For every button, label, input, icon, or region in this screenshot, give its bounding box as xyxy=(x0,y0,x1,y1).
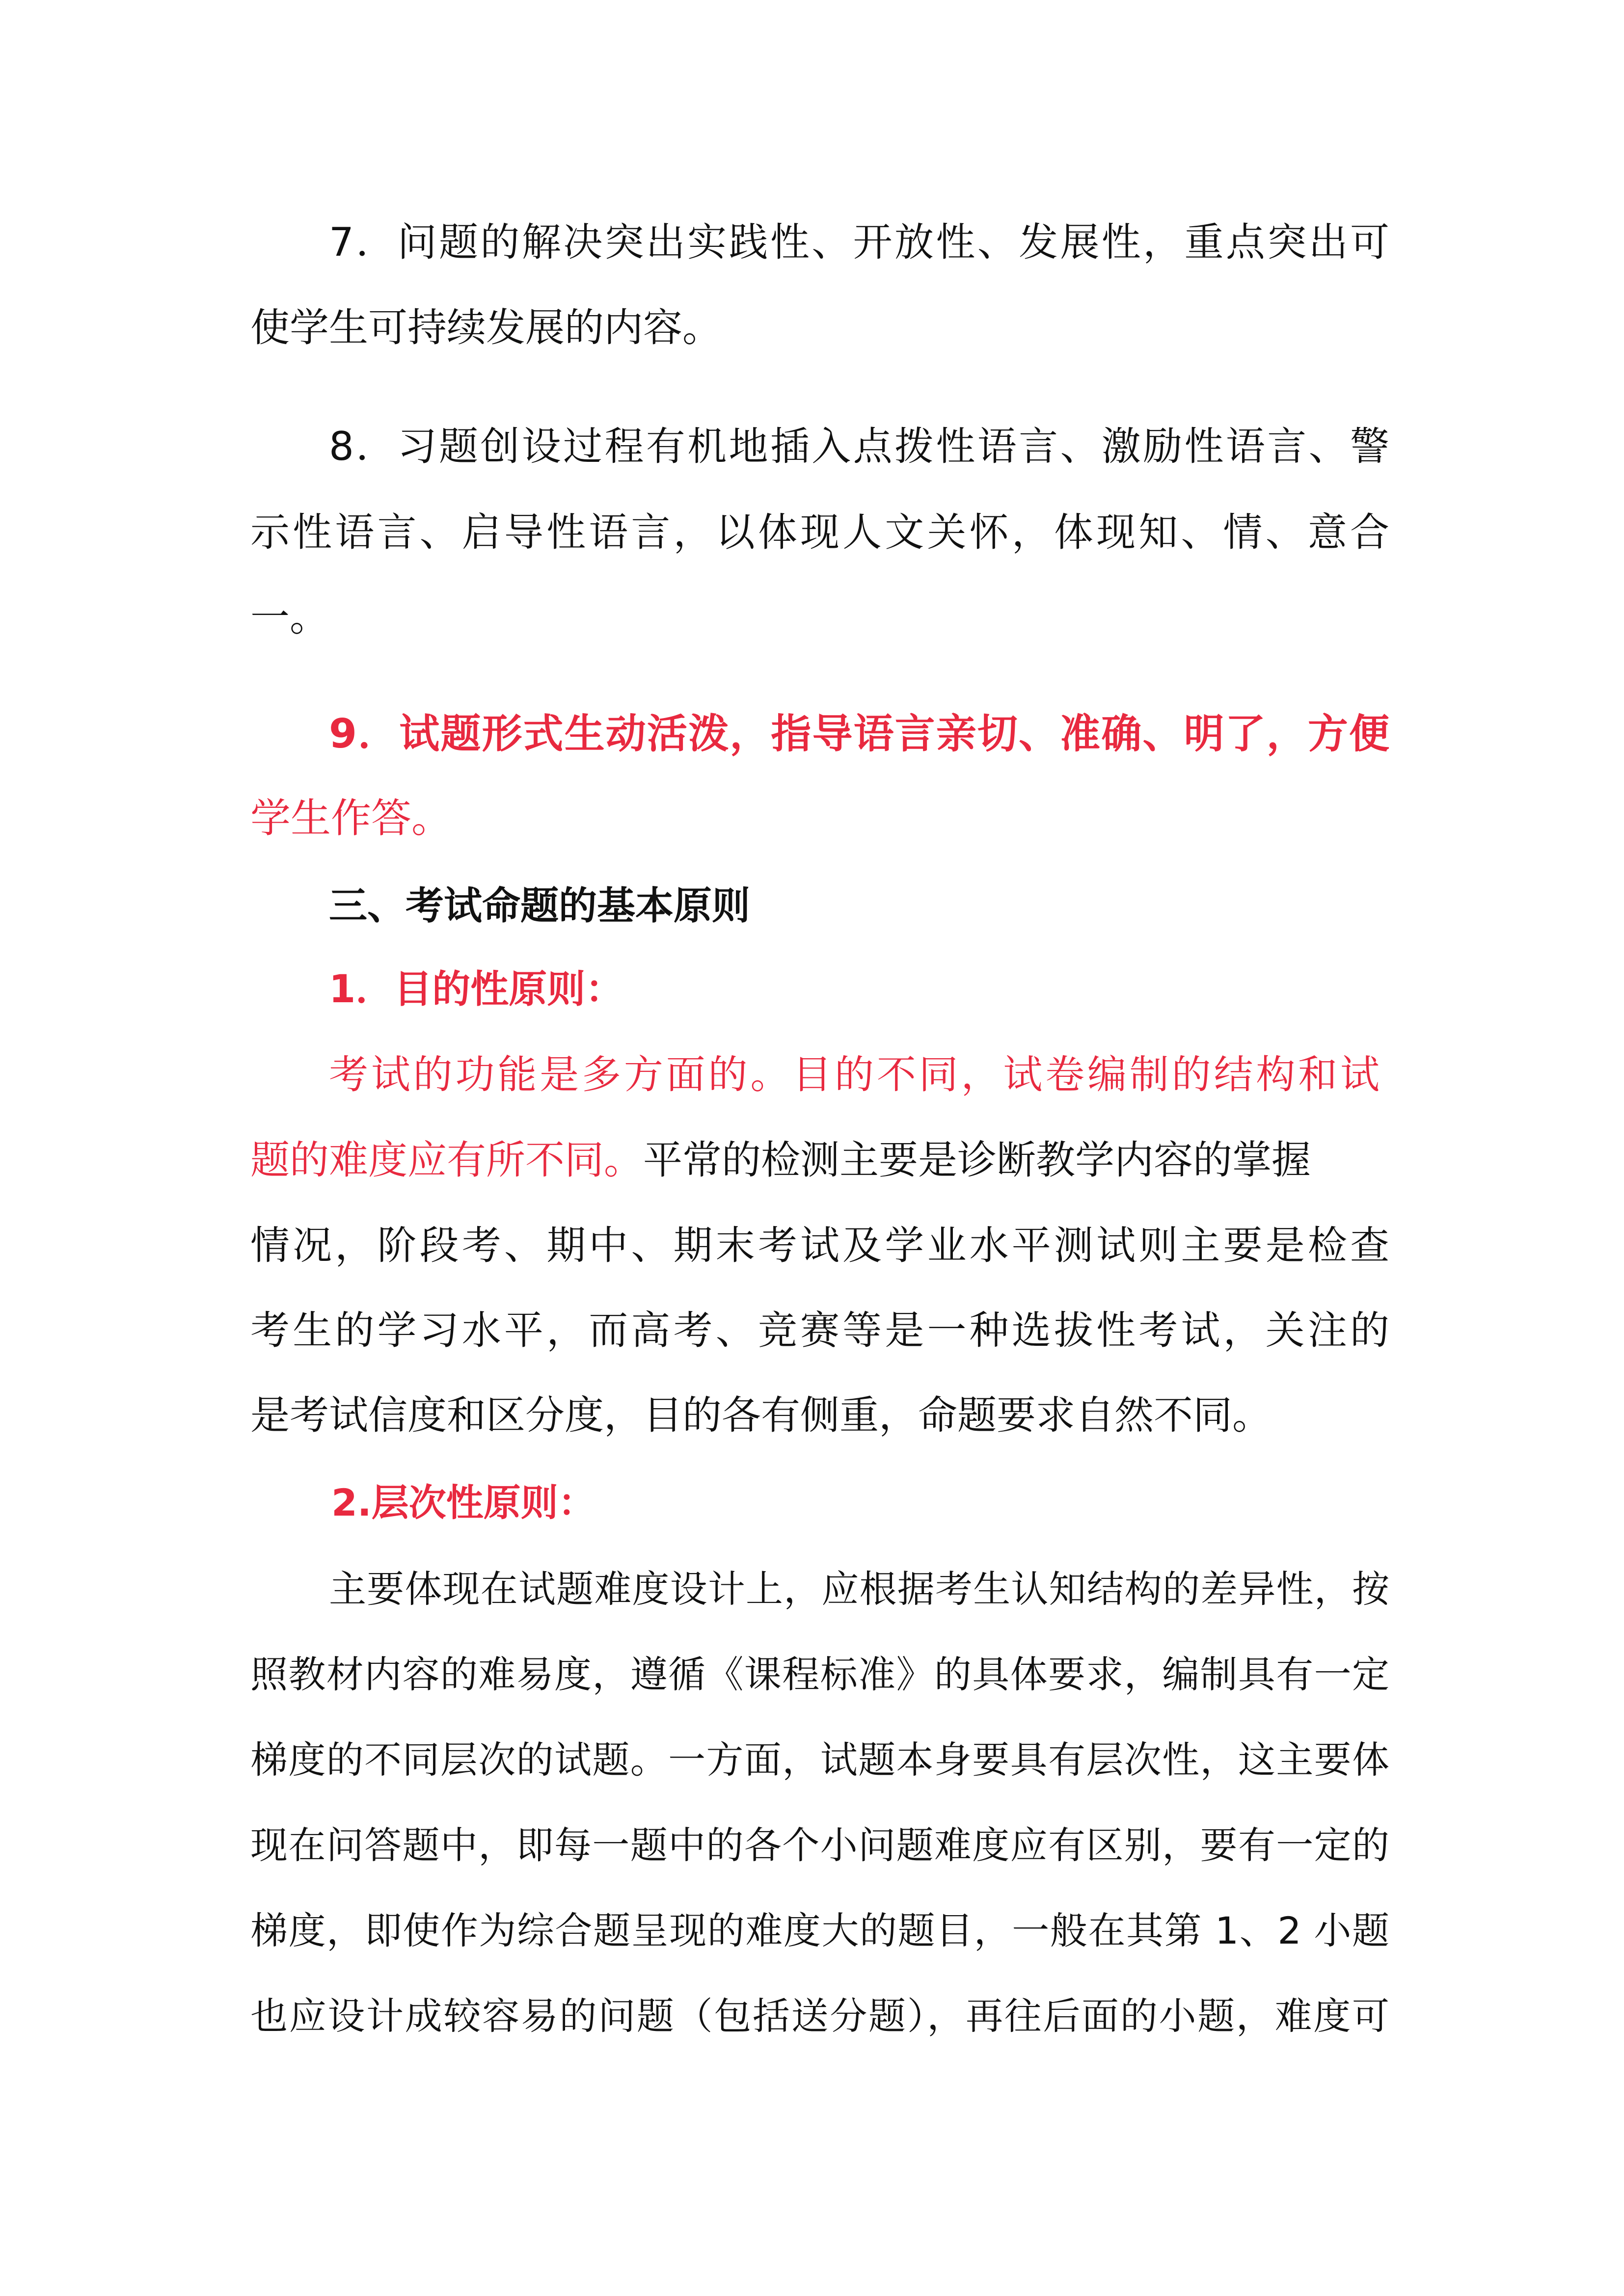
principle-1-line-1: 考试的功能是多方面的。目的不同，试卷编制的结构和试 xyxy=(329,1052,1380,1097)
paragraph-7-line-1: 7．问题的解决突出实践性、开放性、发展性，重点突出可 xyxy=(329,219,1389,265)
principle-2-line-2: 照教材内容的难易度，遵循《课程标准》的具体要求，编制具有一定 xyxy=(250,1653,1389,1696)
principle-1-line-2-rest: 平常的检测主要是诊断教学内容的掌握 xyxy=(643,1137,1311,1183)
principle-1-line-2-highlight: 题的难度应有所不同。 xyxy=(250,1137,643,1183)
principle-2-heading: 2.层次性原则： xyxy=(331,1481,595,1524)
paragraph-8-line-3: 一。 xyxy=(250,594,329,640)
principle-2-line-1: 主要体现在试题难度设计上，应根据考生认知结构的差异性，按 xyxy=(329,1567,1389,1611)
paragraph-9-line-2: 学生作答。 xyxy=(250,795,452,842)
paragraph-7-line-2: 使学生可持续发展的内容。 xyxy=(250,305,722,350)
principle-1-line-3: 情况，阶段考、期中、期末考试及学业水平测试则主要是检查 xyxy=(250,1223,1389,1268)
principle-2-line-5: 梯度，即使作为综合题呈现的难度大的题目，一般在其第 1、2 小题 xyxy=(250,1909,1389,1952)
paragraph-8-line-1: 8．习题创设过程有机地插入点拨性语言、激励性语言、警 xyxy=(329,424,1389,469)
paragraph-9-line-1: 9．试题形式生动活泼，指导语言亲切、准确、明了，方便 xyxy=(329,711,1389,757)
principle-1-heading: 1．目的性原则： xyxy=(329,967,624,1012)
principle-1-line-5: 是考试信度和区分度，目的各有侧重，命题要求自然不同。 xyxy=(250,1392,1272,1438)
principle-2-line-3: 梯度的不同层次的试题。一方面，试题本身要具有层次性，这主要体 xyxy=(250,1738,1389,1782)
section-3-heading: 三、考试命题的基本原则 xyxy=(329,884,751,928)
principle-1-line-2 xyxy=(250,1137,1389,1184)
principle-2-line-4: 现在问答题中，即每一题中的各个小问题难度应有区别，要有一定的 xyxy=(250,1823,1389,1867)
principle-2-line-6: 也应设计成较容易的问题（包括送分题），再往后面的小题，难度可 xyxy=(250,1994,1389,2038)
paragraph-8-line-2: 示性语言、启导性语言，以体现人文关怀，体现知、情、意合 xyxy=(250,509,1389,555)
principle-1-line-4: 考生的学习水平，而高考、竞赛等是一种选拔性考试，关注的 xyxy=(250,1308,1389,1353)
